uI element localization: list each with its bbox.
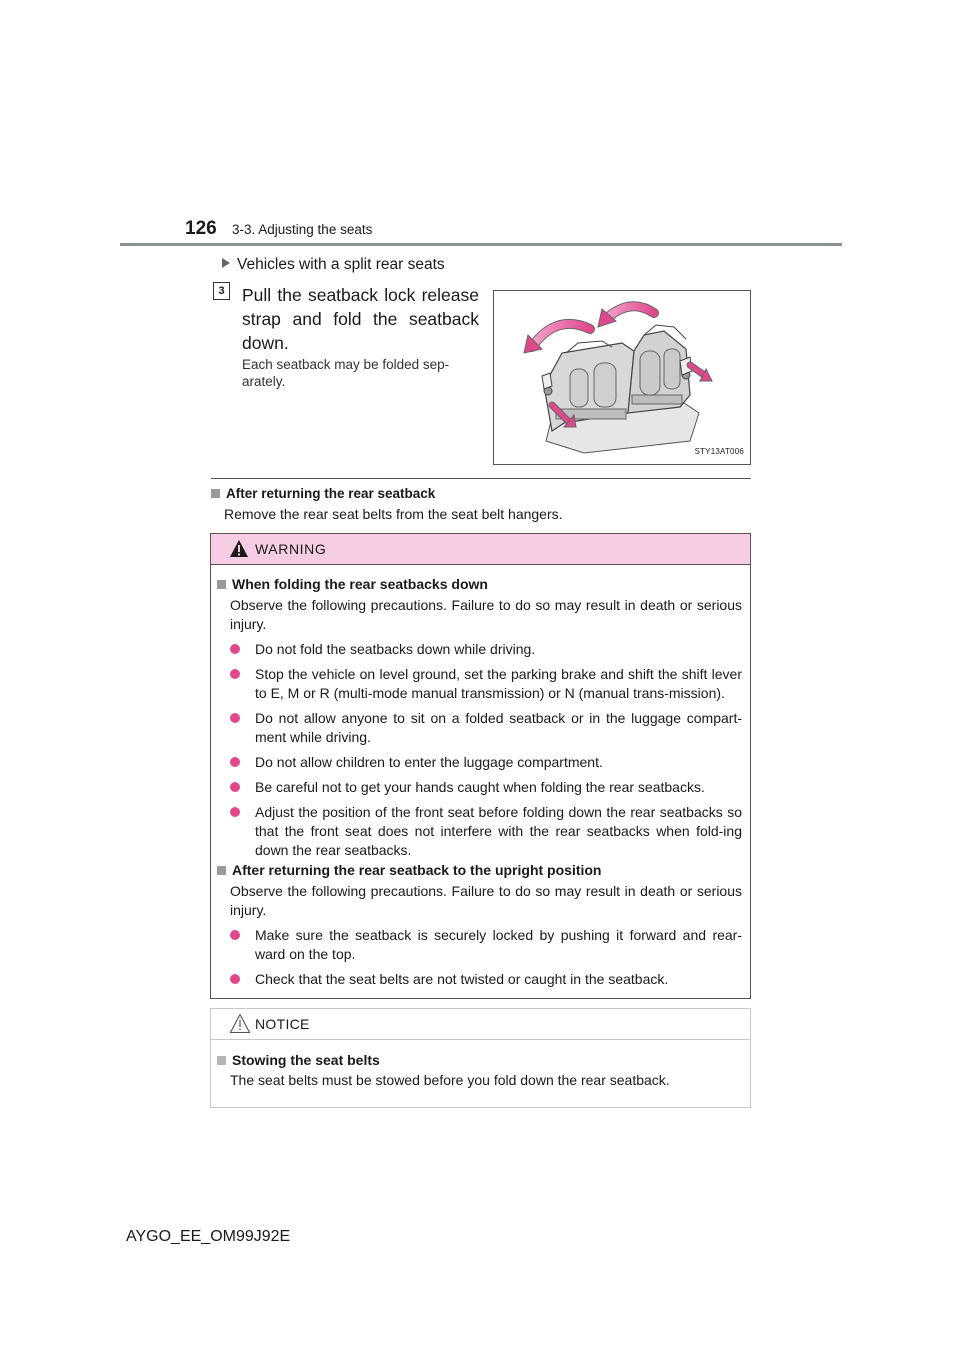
warning-content	[211, 566, 750, 995]
warning-box	[210, 533, 751, 999]
warning-item-text: Make sure the seatback is securely locked by pushing it forward and rear-ward on the top.	[255, 927, 742, 962]
warning-item-text: Do not allow children to enter the luggage compartment.	[255, 754, 603, 770]
warning-item	[230, 640, 742, 659]
notice-triangle-icon	[229, 1013, 251, 1034]
step-text: Pull the seatback lock release strap and fold the seatback down.	[242, 285, 479, 353]
round-bullet-icon	[230, 669, 240, 679]
footer-code: AYGO_EE_OM99J92E	[126, 1228, 291, 1245]
warning-item	[230, 778, 742, 797]
warning-item-text: Be careful not to get your hands caught when folding the rear seatbacks.	[255, 779, 705, 795]
step-note: Each seatback may be folded sep-arately.	[242, 357, 450, 389]
figure-code: STY13AT006	[694, 447, 744, 456]
notice-body: The seat belts must be stowed before you fold down the rear seatback.	[230, 1072, 670, 1088]
warning-item-text: Do not allow anyone to sit on a folded seatback or in the luggage compart-ment while driving.	[255, 710, 742, 745]
warning-section-heading-text: When folding the rear seatbacks down	[232, 576, 488, 592]
warning-item-text: Adjust the position of the front seat before folding down the rear seatbacks so that the front seat does not interfere with the rear seatbacks when fold-ing down the rear seatbacks.	[255, 804, 742, 858]
warning-item	[230, 709, 742, 747]
round-bullet-icon	[230, 807, 240, 817]
variant-text: Vehicles with a split rear seats	[237, 256, 445, 273]
triangle-marker-icon	[222, 258, 230, 268]
round-bullet-icon	[230, 644, 240, 654]
notice-content	[217, 1052, 737, 1088]
warning-section-heading	[217, 576, 742, 592]
warning-item	[230, 970, 742, 989]
step-number: 3	[213, 282, 230, 300]
square-bullet-icon	[217, 580, 226, 589]
warning-item-text: Do not fold the seatbacks down while driving.	[255, 641, 536, 657]
notice-heading	[217, 1052, 737, 1068]
square-bullet-icon	[211, 489, 220, 498]
round-bullet-icon	[230, 974, 240, 984]
warning-section-intro: Observe the following precautions. Failure to do so may result in death or serious injury.	[230, 883, 742, 918]
warning-item	[230, 753, 742, 772]
after-return-body: Remove the rear seat belts from the seat belt hangers.	[224, 506, 563, 522]
warning-item	[230, 665, 742, 703]
warning-item	[230, 803, 742, 860]
section-divider	[211, 478, 751, 479]
notice-header	[211, 1009, 750, 1040]
notice-box	[210, 1008, 751, 1108]
after-return-heading	[211, 486, 435, 501]
warning-item-text: Check that the seat belts are not twisted or caught in the seatback.	[255, 971, 669, 987]
round-bullet-icon	[230, 757, 240, 767]
round-bullet-icon	[230, 782, 240, 792]
seatback-illustration	[493, 290, 751, 465]
warning-section-heading	[217, 862, 742, 878]
warning-item-text: Stop the vehicle on level ground, set the parking brake and shift the shift lever to E, M or R (multi-mode manual transmission) or N (manual trans-mission).	[255, 666, 742, 701]
round-bullet-icon	[230, 713, 240, 723]
page-number: 126	[185, 218, 217, 239]
warning-item	[230, 926, 742, 964]
warning-header	[211, 534, 750, 565]
warning-section-intro: Observe the following precautions. Failure to do so may result in death or serious injury.	[230, 597, 742, 632]
header-rule	[120, 243, 842, 246]
section-title: 3-3. Adjusting the seats	[232, 222, 373, 237]
warning-section-heading-text: After returning the rear seatback to the upright position	[232, 862, 602, 878]
square-bullet-icon	[217, 866, 226, 875]
warning-triangle-icon	[229, 539, 249, 558]
after-return-heading-text: After returning the rear seatback	[226, 486, 436, 501]
rear-seat-folding-drawing	[494, 291, 750, 464]
variant-label	[222, 256, 445, 274]
notice-title: NOTICE	[255, 1016, 310, 1032]
notice-heading-text: Stowing the seat belts	[232, 1052, 380, 1068]
square-bullet-icon	[217, 1056, 226, 1065]
round-bullet-icon	[230, 930, 240, 940]
warning-title: WARNING	[255, 541, 327, 557]
